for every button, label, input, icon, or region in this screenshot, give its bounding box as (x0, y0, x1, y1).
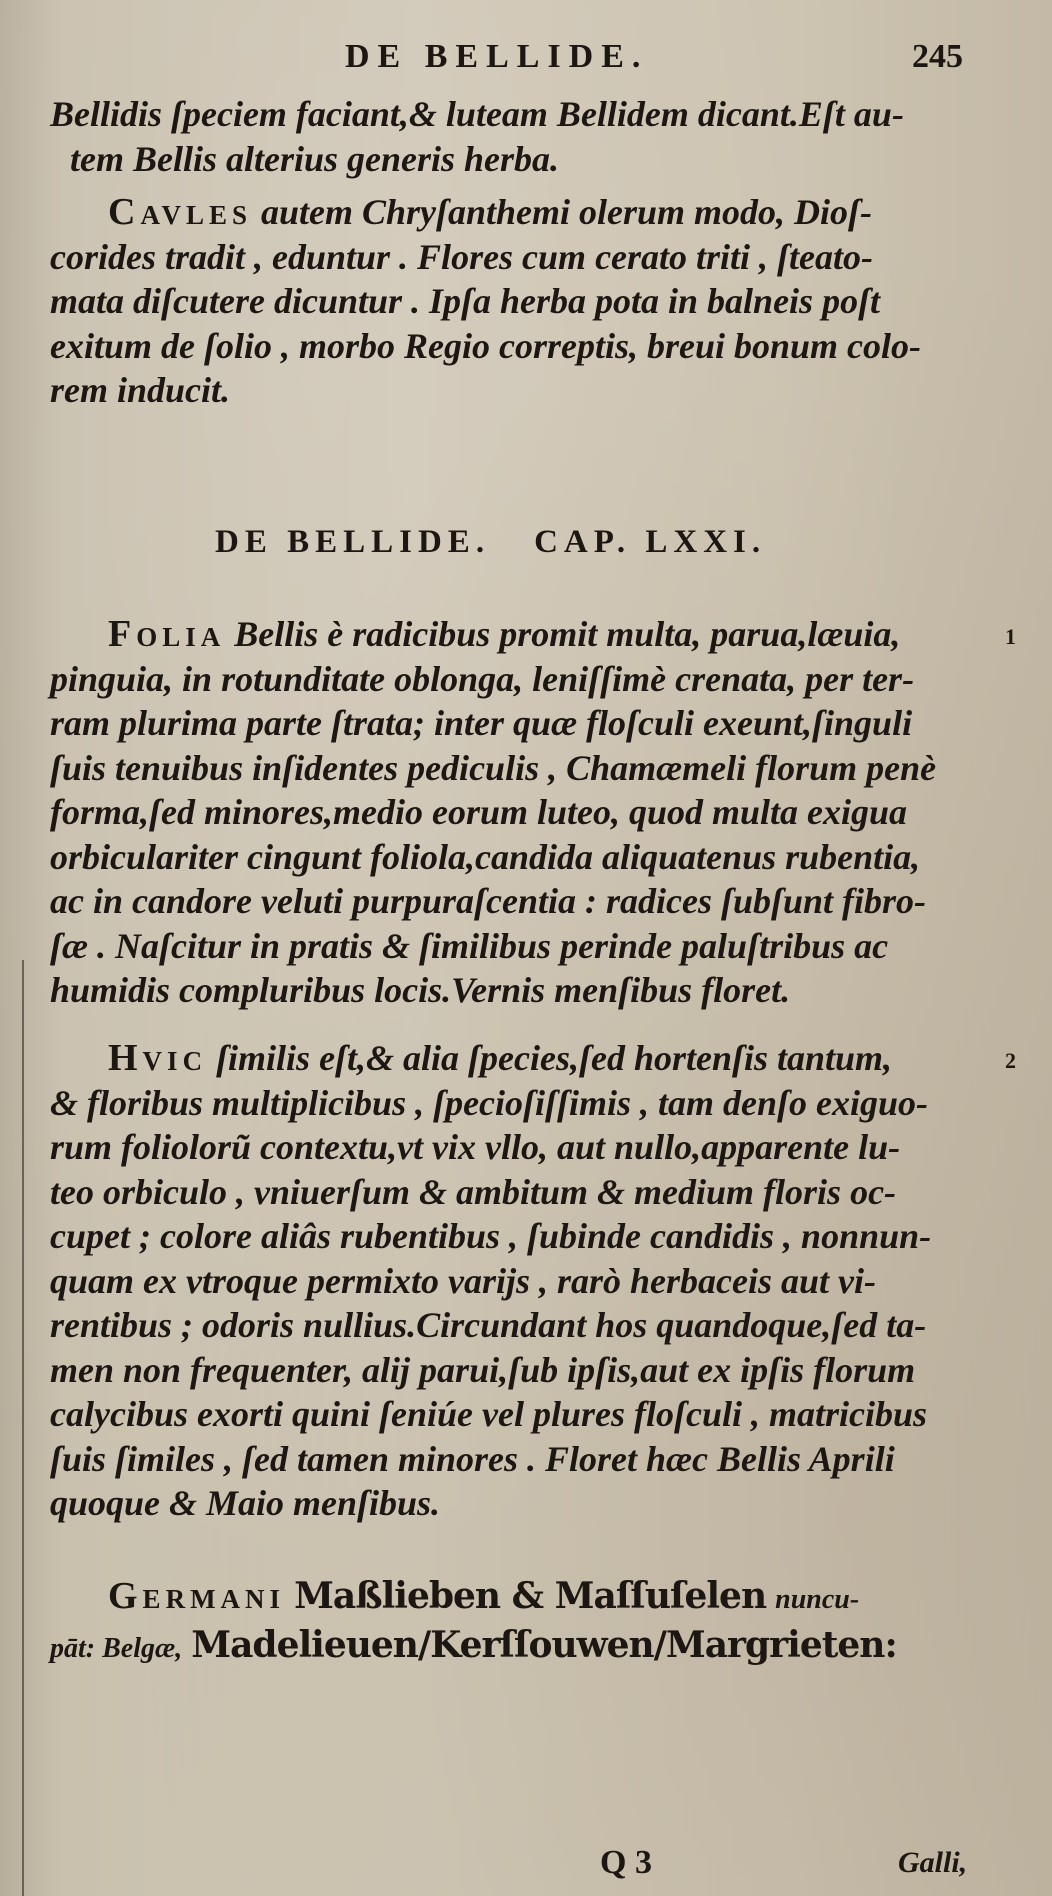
text-line: Bellis è radicibus promit multa, parua,læuia, (234, 614, 901, 654)
margin-note: 1 (1005, 624, 1016, 649)
running-title: DE BELLIDE. (345, 38, 649, 75)
text-line: ſuis ſimiles , ſed tamen minores . Floret hæc Bellis Aprili (50, 1438, 895, 1479)
text-line: exitum de ſolio , morbo Regio correptis, breui bonum colo- (50, 325, 921, 366)
text-line: pāt: Belgæ, (50, 1632, 183, 1664)
text-line: forma,ſed minores,medio eorum luteo, quod multa exigua (50, 792, 908, 832)
continuation-paragraph (50, 92, 990, 181)
folia-paragraph (50, 612, 990, 1013)
blackletter-text: Maßlieben & Maſſuſelen (294, 1575, 767, 1617)
page-header (0, 38, 1052, 88)
text-line: teo orbiculo , vniuerſum & ambitum & medium floris oc- (50, 1171, 897, 1212)
text-line: quam ex vtroque permixto varijs , rarò herbaceis aut vi- (50, 1260, 876, 1301)
paragraph-lead-word: Hvic (108, 1037, 208, 1079)
text-line: & floribus multiplicibus , ſpecioſiſſimis , tam denſo exiguo- (50, 1082, 928, 1123)
page-footer (0, 1844, 1052, 1890)
text-line: cupet ; colore aliâs rubentibus , ſubinde candidis , nonnun- (50, 1216, 932, 1256)
text-line: calycibus exorti quini ſeniúe vel plures floſculi , matricibus (50, 1394, 927, 1434)
blackletter-text: Madelieuen/Kerſſouwen/Margrieten: (191, 1623, 897, 1666)
text-line: ac in candore veluti purpuraſcentia : radices ſubſunt fibro- (50, 881, 927, 921)
paragraph-lead-word: Cavles (108, 191, 252, 233)
text-line: tem Bellis alterius generis herba. (70, 138, 560, 179)
page-edge-shadow (22, 960, 24, 1896)
text-line: quoque & Maio menſibus. (50, 1483, 441, 1523)
text-line: ram plurima parte ſtrata; inter quæ floſculi exeunt,ſinguli (50, 703, 913, 743)
paragraph-lead-word: Germani (108, 1575, 286, 1617)
text-line: mata diſcutere dicuntur . Ipſa herba pota in balneis poſt (50, 281, 881, 321)
text-line: orbiculariter cingunt foliola,candida aliquatenus rubentia, (50, 836, 921, 877)
chapter-title: DE BELLIDE. (215, 524, 491, 560)
signature-mark: Q 3 (600, 1844, 652, 1881)
text-line: ſuis tenuibus inſidentes pediculis , Chamæmeli florum penè (50, 747, 937, 788)
text-line: rentibus ; odoris nullius.Circundant hos quandoque,ſed ta- (50, 1305, 927, 1345)
text-line: corides tradit , eduntur . Flores cum cerato triti , ſteato- (50, 236, 874, 277)
text-line: nuncu- (775, 1584, 860, 1615)
text-line: rem inducit. (50, 370, 231, 410)
text-line: men non frequenter, alij parui,ſub ipſis,aut ex ipſis florum (50, 1349, 916, 1390)
chapter-number: CAP. LXXI. (534, 524, 767, 560)
page-number: 245 (912, 38, 963, 75)
text-line: Bellidis ſpeciem faciant,& luteam Bellidem dicant.Eſt au- (50, 94, 904, 134)
germani-paragraph (50, 1574, 990, 1671)
huic-paragraph (50, 1036, 990, 1526)
text-line: rum foliolorũ contextu,vt vix vllo, aut nullo,apparente lu- (50, 1127, 901, 1167)
catchword: Galli, (898, 1846, 968, 1879)
text-line: ſæ . Naſcitur in pratis & ſimilibus perinde paluſtribus ac (50, 925, 889, 966)
text-line: ſimilis eſt,& alia ſpecies,ſed hortenſis tantum, (216, 1038, 893, 1078)
text-line: pinguia, in rotunditate oblonga, leniſſimè crenata, per ter- (50, 658, 915, 699)
chapter-heading (215, 524, 766, 561)
text-line: humidis compluribus locis.Vernis menſibus floret. (50, 970, 791, 1010)
caules-paragraph (50, 190, 990, 413)
margin-note: 2 (1005, 1048, 1016, 1073)
text-line: autem Chryſanthemi olerum modo, Dioſ- (261, 192, 873, 232)
paragraph-lead-word: Folia (108, 613, 226, 655)
